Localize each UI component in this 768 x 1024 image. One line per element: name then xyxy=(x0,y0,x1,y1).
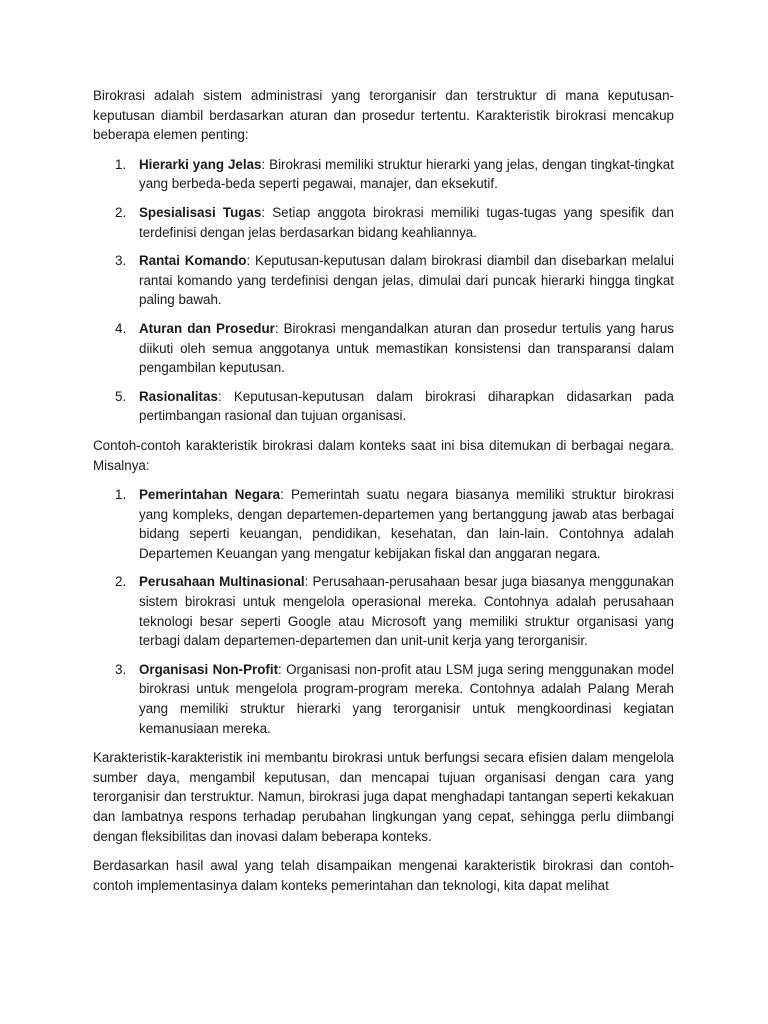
list-text: : Pemerintah suatu negara biasanya memiliki struktur birokrasi yang kompleks, dengan departemen-departemen yang bertanggung jawab atas berbagai bidang seperti keuangan, pendidikan, kesehatan, dan lain-lain. Contohnya adalah Departemen Keuangan yang mengatur kebijakan fiskal dan anggaran negara. xyxy=(139,487,674,561)
list-term: Pemerintahan Negara xyxy=(139,487,281,503)
list-term: Rantai Komando xyxy=(139,253,247,269)
list-item xyxy=(93,572,674,650)
list-text: : Organisasi non-profit atau LSM juga sering menggunakan model birokrasi untuk mengelola program-program mereka. Contohnya adalah Palang Merah yang memiliki struktur hierarki yang terorganisir untuk mengkoordinasi kegiatan kemanusiaan mereka. xyxy=(139,661,674,736)
list-text: : Perusahaan-perusahaan besar juga biasanya menggunakan sistem birokrasi untuk mengelola operasional mereka. Contohnya adalah perusahaan teknologi besar seperti Google atau Microsoft yang memiliki struktur organisasi yang terbagi dalam departemen-departemen dan unit-unit kerja yang terorganisir. xyxy=(139,574,674,649)
final-paragraph: Berdasarkan hasil awal yang telah disampaikan mengenai karakteristik birokrasi dan contoh-contoh implementasinya dalam konteks pemerintahan dan teknologi, kita dapat melihat xyxy=(93,858,674,893)
list-number: 1. xyxy=(115,487,127,503)
list-text: : Keputusan-keputusan dalam birokrasi diambil dan disebarkan melalui rantai komando yang terdefinisi dengan jelas, dimulai dari puncak hierarki hingga tingkat paling bawah. xyxy=(139,253,675,308)
list-number: 5. xyxy=(115,388,127,404)
list-term: Hierarki yang Jelas xyxy=(139,156,262,172)
characteristics-list xyxy=(93,155,674,426)
list-number: 3. xyxy=(115,661,127,677)
list-text: : Birokrasi mengandalkan aturan dan prosedur tertulis yang harus diikuti oleh semua anggotanya untuk memastikan konsistensi dan transparansi dalam pengambilan keputusan. xyxy=(139,320,674,376)
list-item xyxy=(93,203,674,242)
list-term: Organisasi Non-Profit xyxy=(139,661,279,677)
list-text: : Keputusan-keputusan dalam birokrasi diharapkan didasarkan pada pertimbangan rasional dan tujuan organisasi. xyxy=(139,388,674,424)
list-item xyxy=(93,319,674,378)
intro-paragraph: Birokrasi adalah sistem administrasi yang terorganisir dan terstruktur di mana keputusan-keputusan diambil berdasarkan aturan dan prosedur tertentu. Karakteristik birokrasi mencakup beberapa elemen penting: xyxy=(93,88,674,143)
list-number: 2. xyxy=(115,574,127,590)
list-item xyxy=(93,251,674,310)
list-term: Rasionalitas xyxy=(139,388,218,404)
list-term: Aturan dan Prosedur xyxy=(139,320,275,336)
list-item xyxy=(93,155,674,194)
list-number: 4. xyxy=(115,320,127,336)
list-number: 3. xyxy=(115,253,127,269)
list-number: 1. xyxy=(115,156,127,172)
list-term: Spesialisasi Tugas xyxy=(139,204,262,220)
list-item xyxy=(93,387,674,426)
examples-list xyxy=(93,485,674,738)
conclusion-paragraph: Karakteristik-karakteristik ini membantu birokrasi untuk berfungsi secara efisien dalam mengelola sumber daya, mengambil keputusan, dan mencapai tujuan organisasi dengan cara yang terorganisir dan terstruktur. Namun, birokrasi juga dapat menghadapi tantangan seperti kekakuan dan lambatnya respons terhadap perubahan lingkungan yang cepat, sehingga perlu diimbangi dengan fleksibilitas dan inovasi dalam beberapa konteks. xyxy=(93,750,674,844)
list-term: Perusahaan Multinasional xyxy=(139,574,305,590)
list-text: : Setiap anggota birokrasi memiliki tugas-tugas yang spesifik dan terdefinisi dengan jelas berdasarkan bidang keahliannya. xyxy=(139,204,675,240)
list-text: : Birokrasi memiliki struktur hierarki yang jelas, dengan tingkat-tingkat yang berbeda-beda seperti pegawai, manajer, dan eksekutif. xyxy=(139,156,674,192)
document-page xyxy=(93,86,674,905)
list-item xyxy=(93,485,674,563)
list-number: 2. xyxy=(115,204,127,220)
list-item xyxy=(93,660,674,738)
examples-intro-paragraph: Contoh-contoh karakteristik birokrasi dalam konteks saat ini bisa ditemukan di berbagai negara. Misalnya: xyxy=(93,437,674,473)
